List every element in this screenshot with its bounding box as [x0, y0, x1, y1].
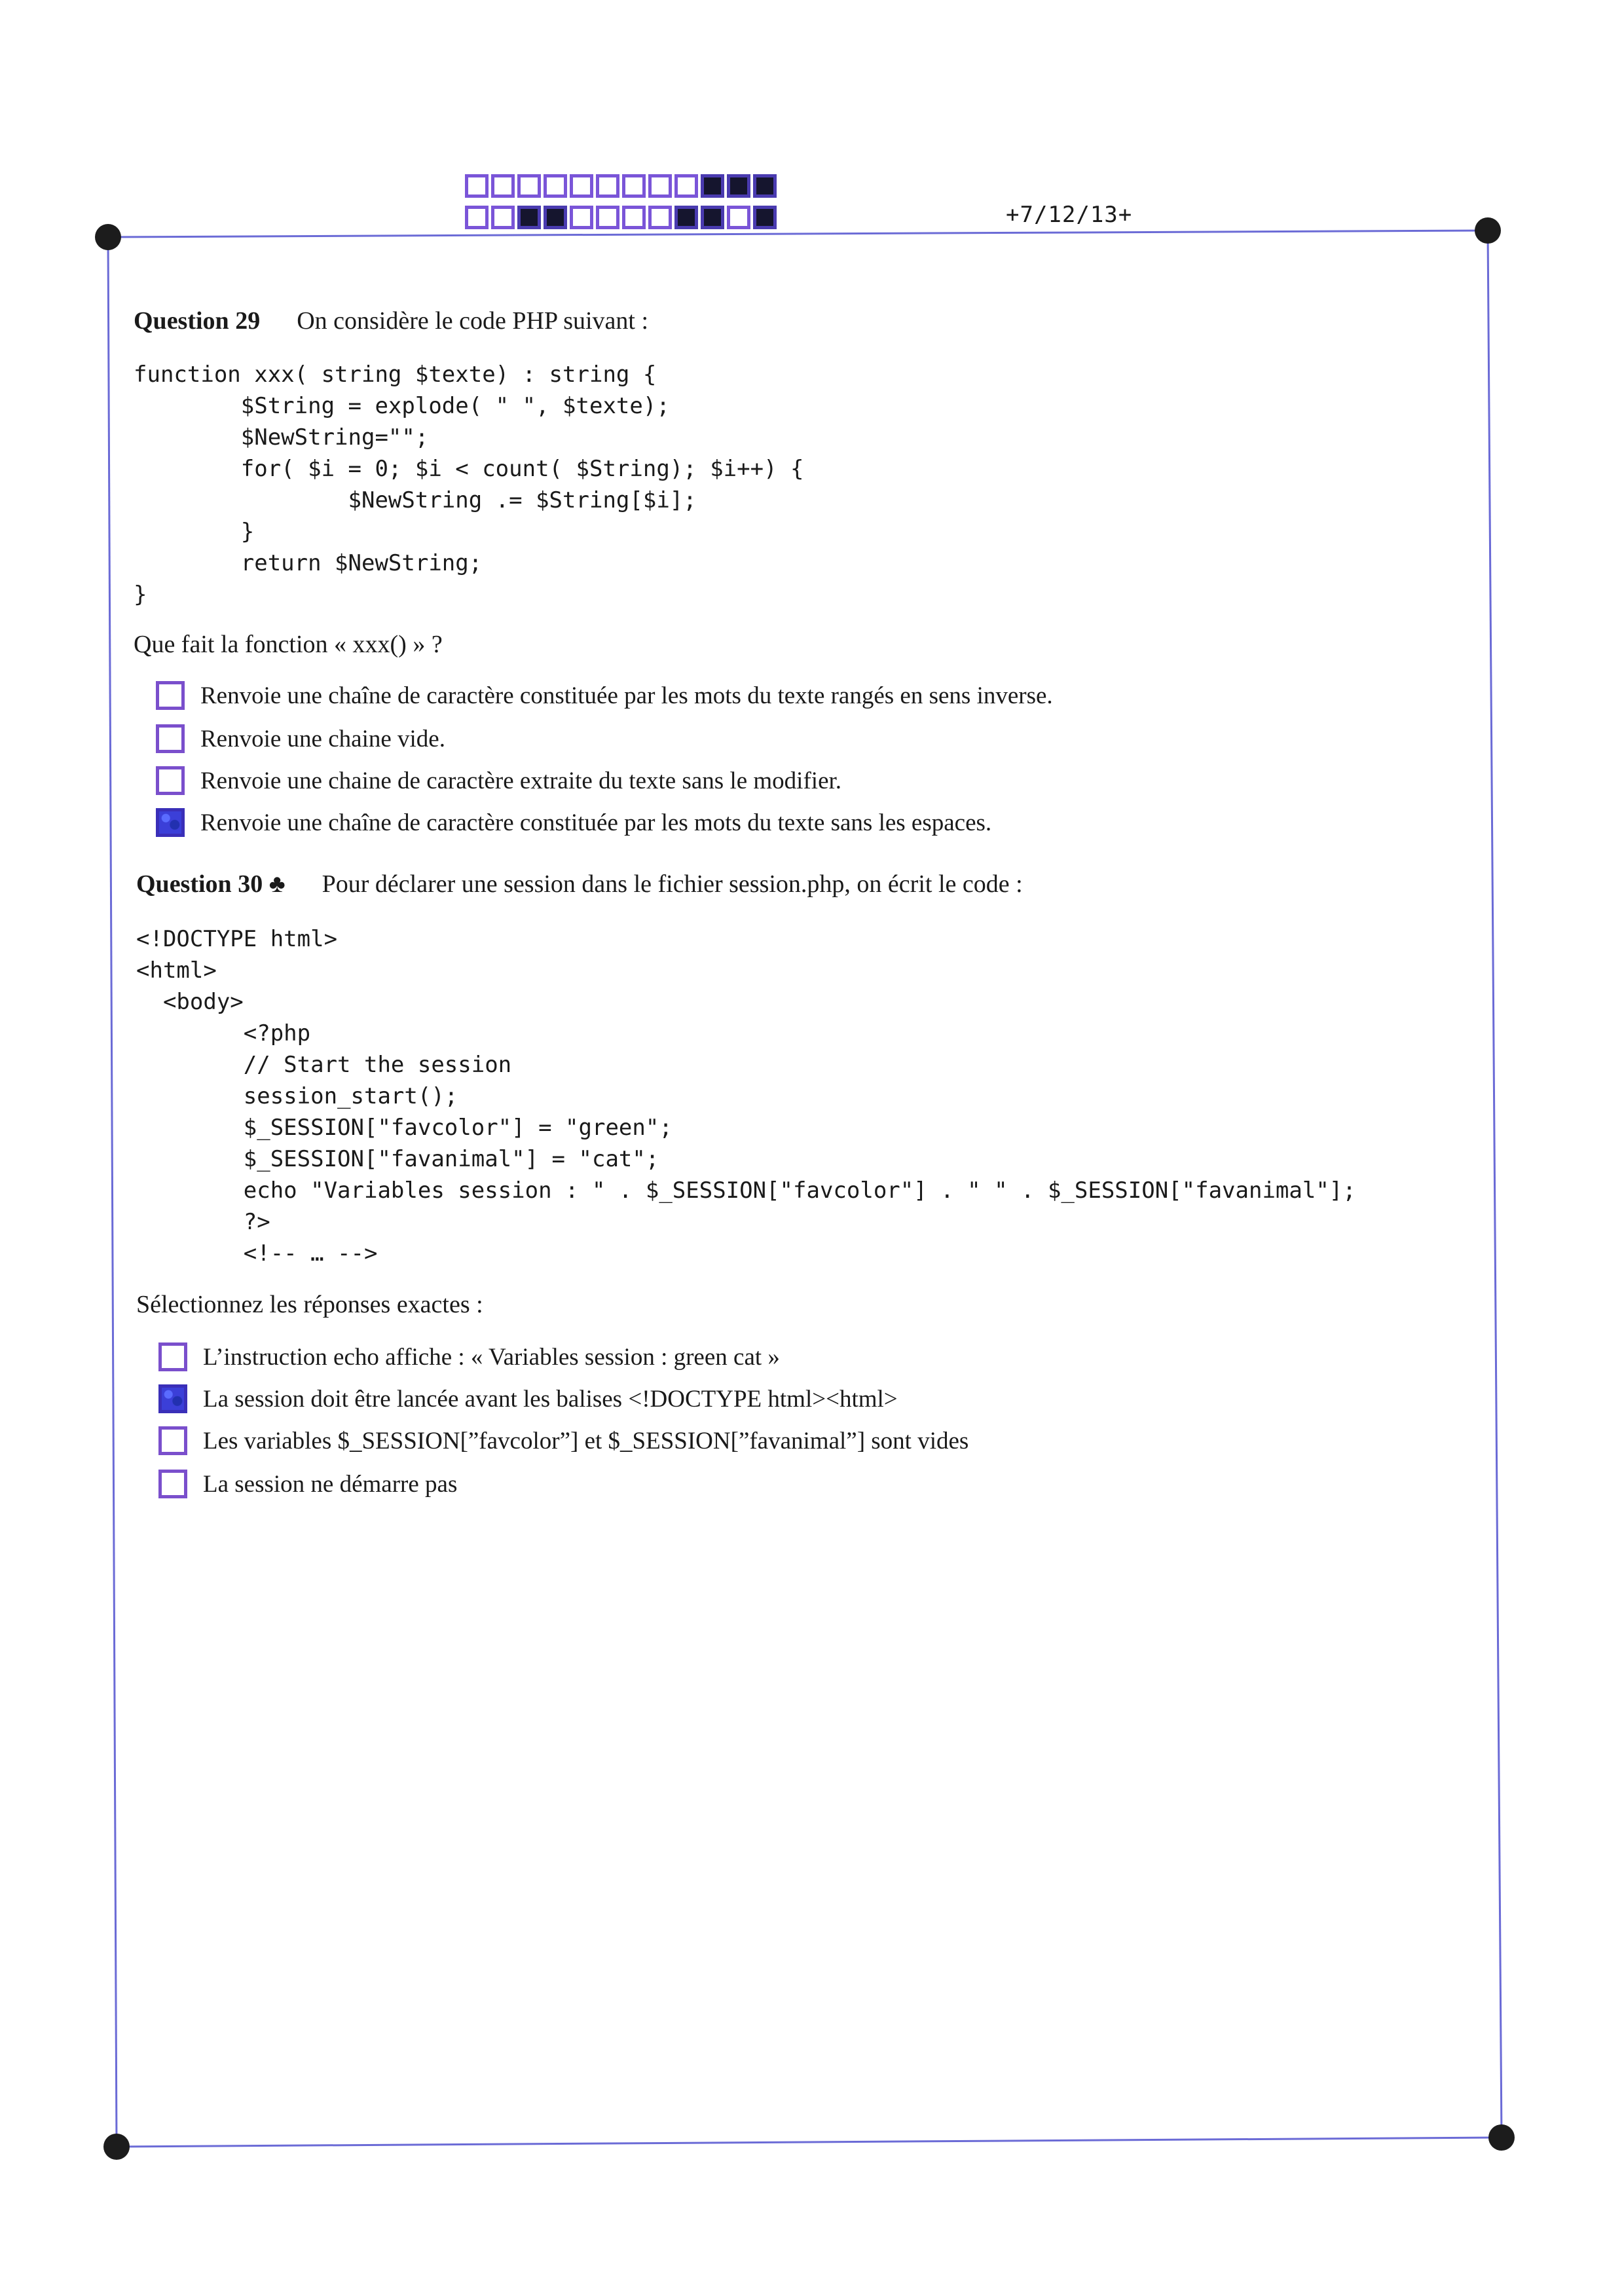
question-30-title	[136, 870, 1023, 898]
q30-answer-2-checkbox[interactable]	[158, 1384, 187, 1413]
q29-answer-4-text: Renvoie une chaîne de caractère constituée par les mots du texte sans les espaces.	[200, 809, 992, 836]
q30-answer-3-checkbox[interactable]	[158, 1426, 187, 1455]
code-cell	[491, 206, 515, 229]
q29-answer-2-checkbox[interactable]	[156, 724, 185, 753]
question-29-label: Question 29	[134, 307, 261, 335]
question-29-title	[134, 306, 648, 335]
q29-answer-2[interactable]	[156, 724, 445, 753]
q29-answer-3-text: Renvoie une chaine de caractère extraite du texte sans le modifier.	[200, 767, 842, 794]
code-cell	[674, 206, 698, 229]
code-cell	[753, 206, 777, 229]
code-cell	[727, 206, 750, 229]
page-code-row-2	[465, 206, 777, 229]
q29-answer-3-checkbox[interactable]	[156, 766, 185, 795]
code-cell	[727, 174, 750, 198]
question-30-question: Sélectionnez les réponses exactes :	[136, 1291, 483, 1318]
q30-answer-3-text: Les variables $_SESSION[”favcolor”] et $_SESSION[”favanimal”] sont vides	[203, 1427, 969, 1454]
code-cell	[544, 206, 567, 229]
corner-mark-bottom-left	[103, 2134, 130, 2160]
page-code-row-1	[465, 174, 777, 198]
q30-answer-4[interactable]	[158, 1470, 457, 1498]
q29-answer-2-text: Renvoie une chaine vide.	[200, 725, 445, 752]
q29-answer-1[interactable]	[156, 681, 1053, 710]
q29-answer-3[interactable]	[156, 766, 841, 795]
corner-mark-top-left	[95, 224, 121, 250]
q30-answer-2[interactable]	[158, 1384, 898, 1413]
q29-answer-1-checkbox[interactable]	[156, 681, 185, 710]
code-cell	[517, 174, 541, 198]
page-id: +7/12/13+	[1006, 202, 1133, 228]
code-cell	[674, 174, 698, 198]
q30-answer-1[interactable]	[158, 1342, 780, 1371]
q29-answer-4[interactable]	[156, 808, 991, 837]
question-30-label: Question 30 ♣	[136, 870, 286, 898]
question-29-question: Que fait la fonction « xxx() » ?	[134, 631, 443, 658]
code-cell	[517, 206, 541, 229]
q30-answer-3[interactable]	[158, 1426, 969, 1455]
q29-answer-1-text: Renvoie une chaîne de caractère constituée par les mots du texte rangés en sens inverse.	[200, 682, 1053, 709]
code-cell	[648, 206, 672, 229]
code-cell	[701, 174, 724, 198]
question-29-code: function xxx( string $texte) : string { $String = explode( " ", $texte); $NewString=""; for( $i = 0; $i < count( $String); $i++) { $NewString .= $String[$i]; } return $NewString; }	[134, 361, 804, 608]
code-cell	[544, 174, 567, 198]
code-cell	[465, 174, 489, 198]
code-cell	[622, 174, 646, 198]
code-cell	[491, 174, 515, 198]
q30-answer-4-checkbox[interactable]	[158, 1470, 187, 1498]
code-cell	[622, 206, 646, 229]
code-cell	[753, 174, 777, 198]
code-cell	[465, 206, 489, 229]
code-cell	[701, 206, 724, 229]
question-30-code: <!DOCTYPE html> <html> <body> <?php // Start the session session_start(); $_SESSION["favcolor"] = "green"; $_SESSION["favanimal"] = "cat"; echo "Variables session : " . $_SESSION["favcolor"] . " " . $_SESSION["favanimal"]; ?> <!-- … -->	[136, 926, 1356, 1267]
q29-answer-4-checkbox[interactable]	[156, 808, 185, 837]
code-cell	[570, 174, 593, 198]
code-cell	[648, 174, 672, 198]
code-cell	[596, 206, 619, 229]
q30-answer-1-text: L’instruction echo affiche : « Variables session : green cat »	[203, 1343, 780, 1371]
corner-mark-top-right	[1475, 217, 1501, 244]
code-cell	[570, 206, 593, 229]
q30-answer-1-checkbox[interactable]	[158, 1342, 187, 1371]
q30-answer-2-text: La session doit être lancée avant les balises <!DOCTYPE html><html>	[203, 1385, 898, 1413]
question-29-prompt: On considère le code PHP suivant :	[297, 307, 649, 335]
question-30-prompt: Pour déclarer une session dans le fichier session.php, on écrit le code :	[322, 870, 1023, 898]
q30-answer-4-text: La session ne démarre pas	[203, 1470, 458, 1498]
corner-mark-bottom-right	[1488, 2124, 1515, 2151]
code-cell	[596, 174, 619, 198]
